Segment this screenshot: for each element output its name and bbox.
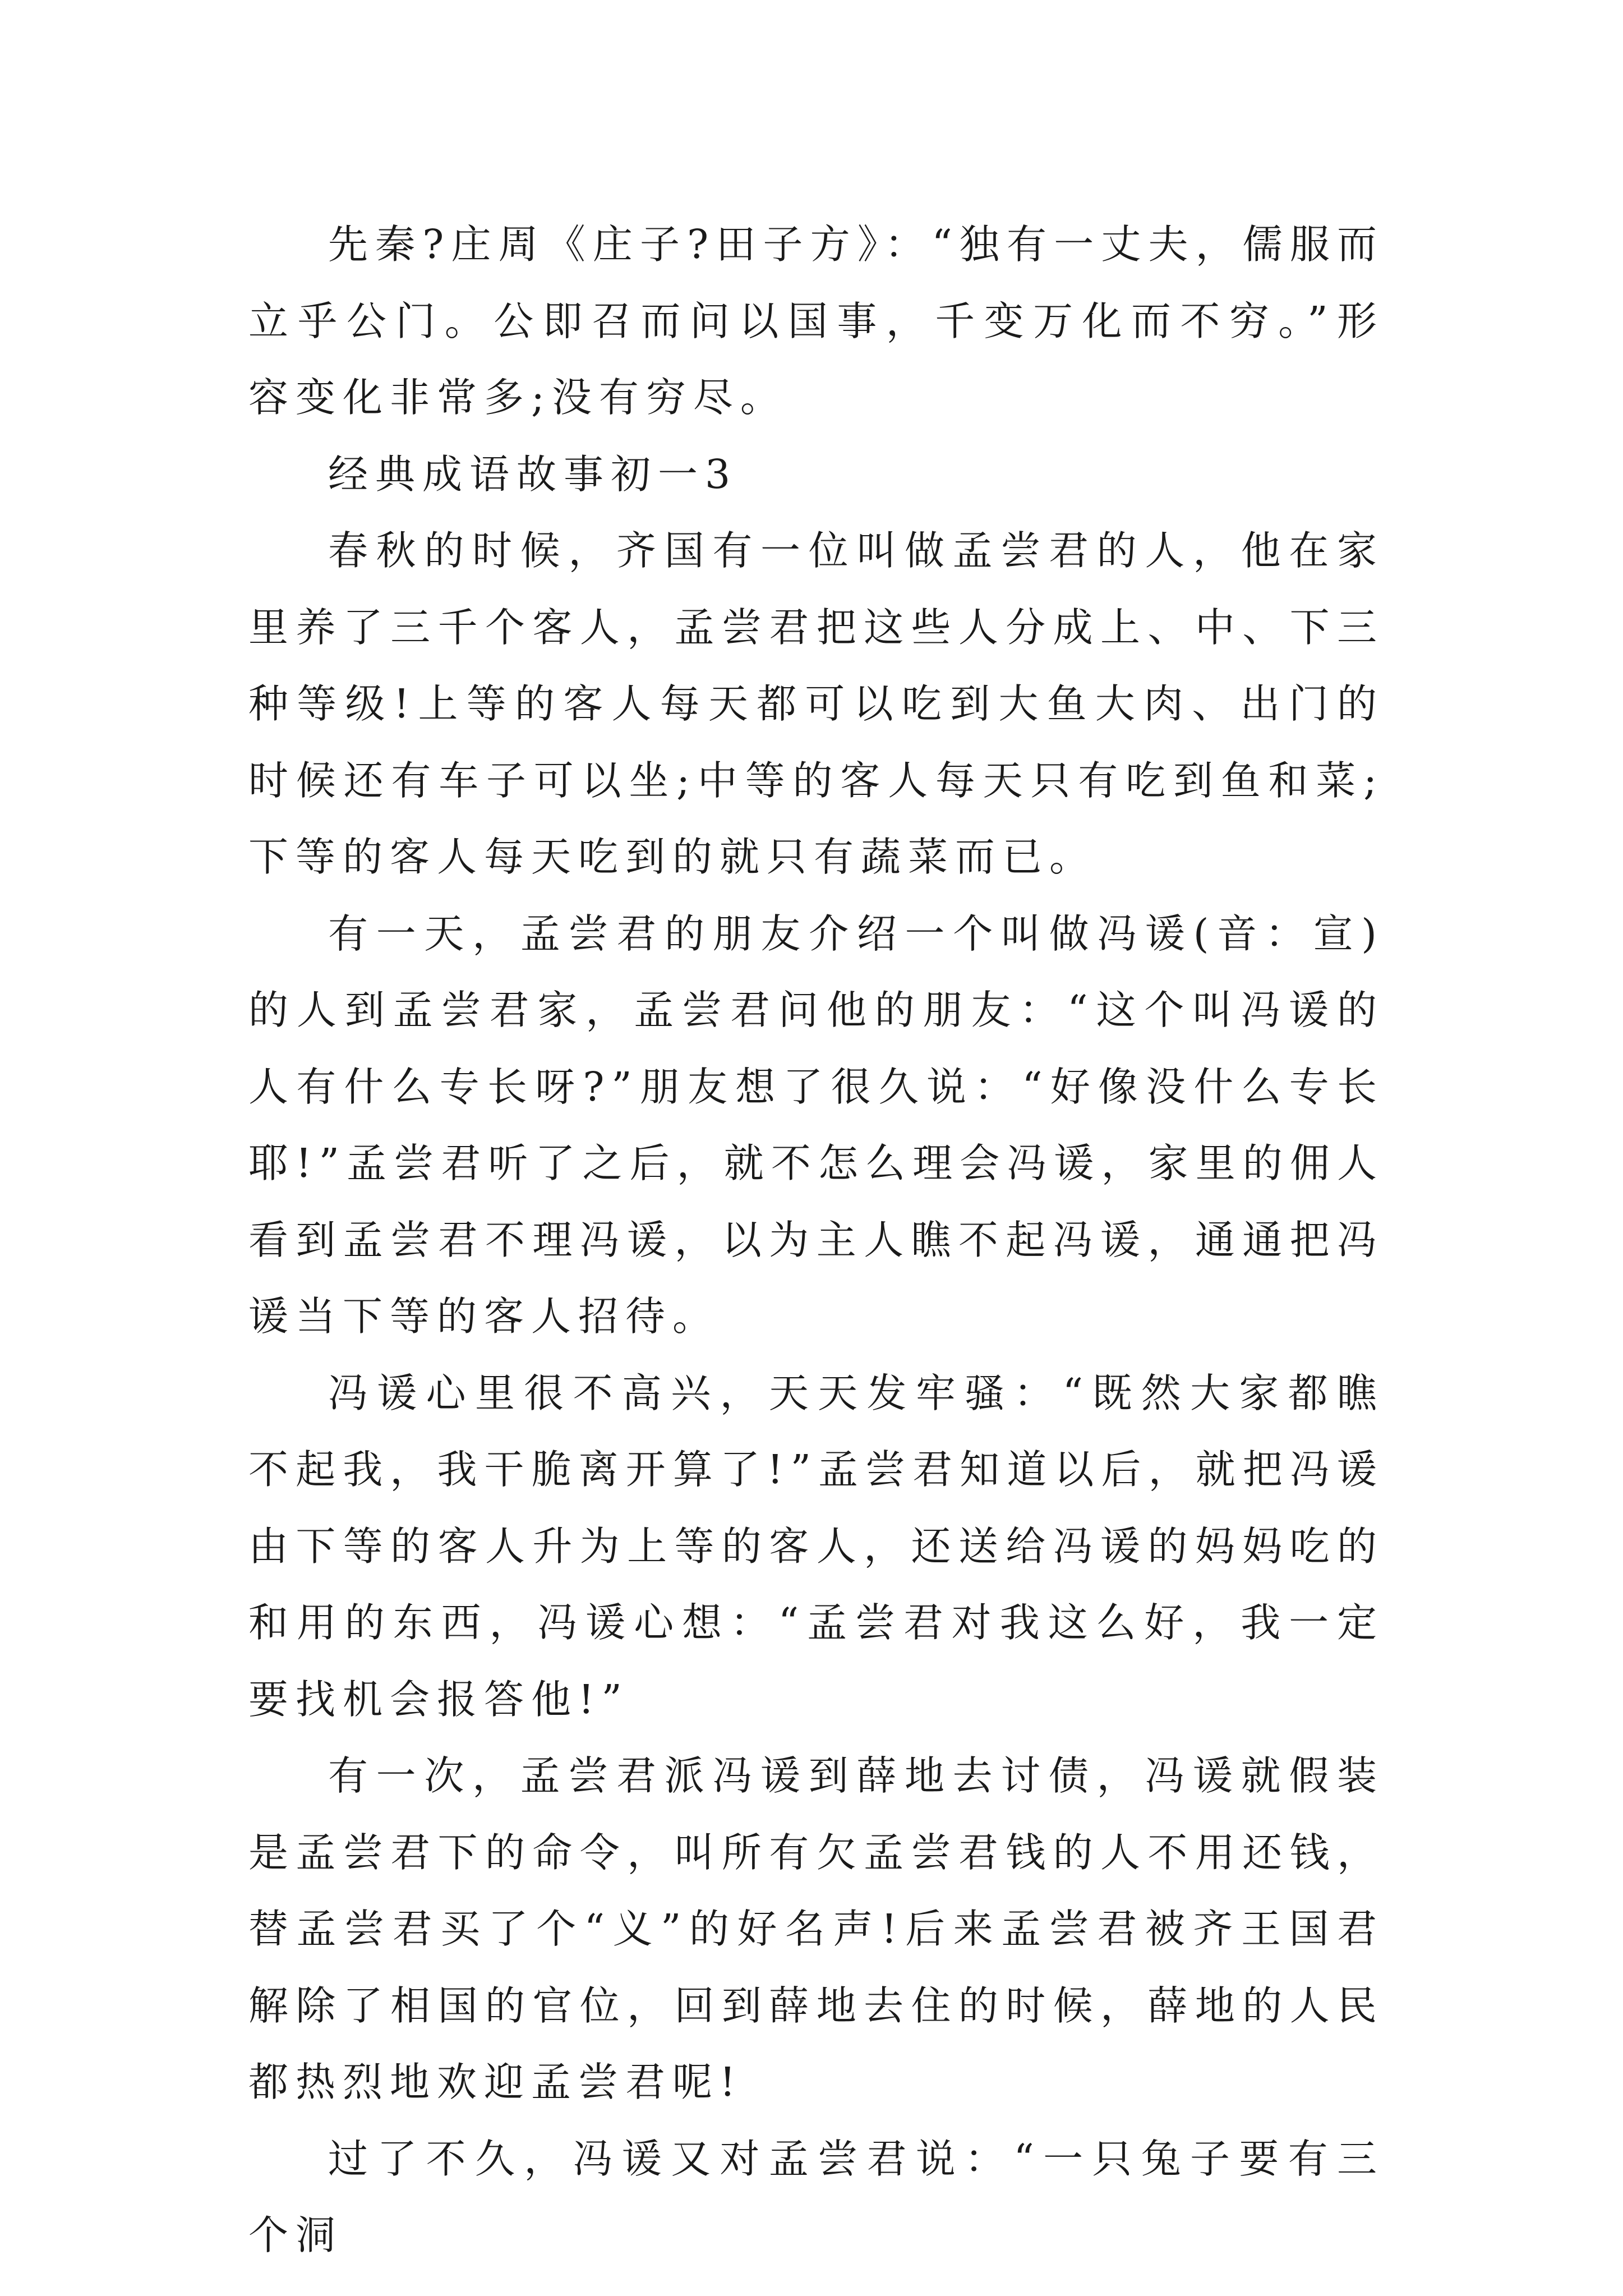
paragraph: 有一次，孟尝君派冯谖到薛地去讨债，冯谖就假装是孟尝君下的命令，叫所有欠孟尝君钱的人不用还钱，替孟尝君买了个“义”的好名声!后来孟尝君被齐王国君解除了相国的官位，回到薛地去住的时候，薛地的人民都热烈地欢迎孟尝君呢! xyxy=(248,1752,1384,2105)
document-body xyxy=(248,206,1384,2274)
paragraph: 过了不久，冯谖又对孟尝君说：“一只兔子要有三个洞 xyxy=(248,2135,1384,2258)
paragraph-quote-source: 先秦?庄周《庄子?田子方》：“独有一丈夫，儒服而立乎公门。公即召而问以国事，千变万化而不穷。”形容变化非常多;没有穷尽。 xyxy=(248,221,1384,421)
paragraph: 冯谖心里很不高兴，天天发牢骚：“既然大家都瞧不起我，我干脆离开算了!”孟尝君知道以后，就把冯谖由下等的客人升为上等的客人，还送给冯谖的妈妈吃的和用的东西，冯谖心想：“孟尝君对我这么好，我一定要找机会报答他!” xyxy=(248,1369,1384,1723)
paragraph: 有一天，孟尝君的朋友介绍一个叫做冯谖(音：宣)的人到孟尝君家，孟尝君问他的朋友：“这个叫冯谖的人有什么专长呀?”朋友想了很久说：“好像没什么专长耶!”孟尝君听了之后，就不怎么理会冯谖，家里的佣人看到孟尝君不理冯谖，以为主人瞧不起冯谖，通通把冯谖当下等的客人招待。 xyxy=(248,910,1384,1340)
paragraph: 春秋的时候，齐国有一位叫做孟尝君的人，他在家里养了三千个客人，孟尝君把这些人分成上、中、下三种等级!上等的客人每天都可以吃到大鱼大肉、出门的时候还有车子可以坐;中等的客人每天只有吃到鱼和菜;下等的客人每天吃到的就只有蔬菜而已。 xyxy=(248,527,1384,880)
section-heading: 经典成语故事初一3 xyxy=(328,450,738,498)
